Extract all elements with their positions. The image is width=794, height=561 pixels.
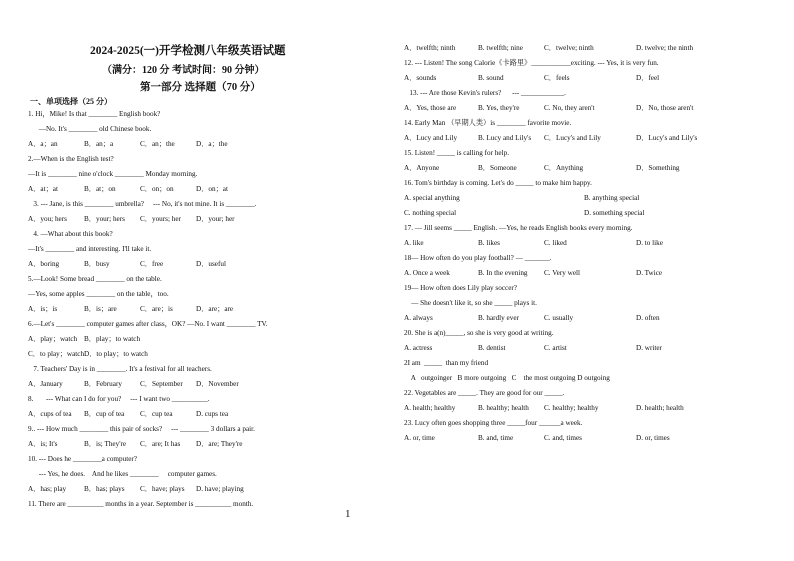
question-text: 4. —What about this book?: [28, 230, 113, 238]
answer-option: A．boring: [28, 260, 60, 268]
answer-option: A．has; play: [28, 485, 67, 493]
question-text: 18— How often do you play football? — _______.: [404, 254, 552, 262]
answer-option: A．sounds: [404, 74, 437, 82]
page-number: 1: [345, 508, 351, 520]
question-text: — She doesn't like it, so she _____ plays it.: [404, 299, 537, 307]
answer-option: A．a；an: [28, 140, 58, 148]
question-text: 10. --- Does he ________a computer?: [28, 455, 137, 463]
question-subline: —It is ________ nine o'clock ________ Monday morning.: [28, 170, 198, 178]
answer-option: B．Someone: [478, 164, 517, 172]
answer-option: C．September: [140, 380, 183, 388]
answer-option: C. and, times: [544, 434, 582, 442]
question-text: 15. Listen! _____ is calling for help.: [404, 149, 509, 157]
question-text: 2.—When is the English test?: [28, 155, 114, 163]
answer-option: A．you; hers: [28, 215, 67, 223]
answer-option: D．your; her: [196, 215, 235, 223]
answer-option: D. health; health: [636, 404, 684, 412]
answer-option: C．to play；watch: [28, 350, 85, 358]
answer-option: A. Once a week: [404, 269, 450, 277]
question-text: 3. --- Jane, is this ________ umbrella? --- No, it's not mine. It is ________.: [28, 200, 257, 208]
score-time-line: （满分：120 分 考试时间：90 分钟）: [102, 65, 265, 76]
answer-option: B. sound: [478, 74, 504, 82]
answer-option: D．useful: [196, 260, 226, 268]
answer-option: C. Very well: [544, 269, 580, 277]
question-subline: —Yes, some apples ________ on the table，too.: [28, 290, 169, 298]
answer-option: B．your; hers: [84, 215, 125, 223]
question-text: 11. There are __________ months in a year. September is __________ month.: [28, 500, 254, 508]
answer-option: B. and, time: [478, 434, 514, 442]
answer-option: C. artist: [544, 344, 567, 352]
answer-option: D. something special: [584, 209, 645, 217]
answer-option: C. healthy; healthy: [544, 404, 599, 412]
answer-option: C. usually: [544, 314, 574, 322]
answer-option: A．Yes, those are: [404, 104, 457, 112]
answer-option: C．twelve; ninth: [544, 44, 594, 52]
answer-option: A. always: [404, 314, 433, 322]
question-text: 7. Teachers' Day is in ________. It's a festival for all teachers.: [28, 365, 212, 373]
answer-option: B. hardly ever: [478, 314, 519, 322]
answer-option: C．are；is: [140, 305, 173, 313]
answer-option: C．have; plays: [140, 485, 185, 493]
answer-option: B. healthy; health: [478, 404, 529, 412]
answer-option: B．an；a: [84, 140, 114, 148]
answer-option: B. likes: [478, 239, 500, 247]
answer-option: C．on；on: [140, 185, 174, 193]
answer-option: D. Twice: [636, 269, 663, 277]
answer-option: D. often: [636, 314, 660, 322]
answer-option: C. liked: [544, 239, 567, 247]
answer-option: A．cups of tea: [28, 410, 72, 418]
answer-option: D．November: [196, 380, 239, 388]
answer-option: D．are; They're: [196, 440, 243, 448]
answer-option: B. Yes, they're: [478, 104, 520, 112]
question-text: 16. Tom's birthday is coming. Let's do _____ to make him happy.: [404, 179, 592, 187]
answer-option: C. No, they aren't: [544, 104, 595, 112]
answer-option: D．No, those aren't: [636, 104, 694, 112]
answer-option: A．play；watch: [28, 335, 78, 343]
answer-option: A．Anyone: [404, 164, 440, 172]
answer-option: D．a；the: [196, 140, 228, 148]
question-text: 1. Hi，Mike! Is that ________ English book?: [28, 110, 161, 118]
answer-option: C．cup tea: [140, 410, 173, 418]
answer-option: B．is；are: [84, 305, 117, 313]
answer-option: D．to play；to watch: [84, 350, 148, 358]
answer-option: A．January: [28, 380, 63, 388]
answer-option: C．are; It has: [140, 440, 181, 448]
answer-option: C．feels: [544, 74, 570, 82]
answer-option: D．on；at: [196, 185, 228, 193]
answer-option: B. Lucy and Lily's: [478, 134, 532, 142]
answer-option: B．has; plays: [84, 485, 125, 493]
answer-option: C．an；the: [140, 140, 175, 148]
answer-option: B. twelfth; nine: [478, 44, 523, 52]
answer-option: A. like: [404, 239, 424, 247]
section-heading: 一、单项选择（25 分）: [30, 97, 112, 106]
question-text: 8. --- What can I do for you? --- I want two __________.: [28, 395, 210, 403]
question-text: 2I am _____ than my friend: [404, 359, 489, 367]
question-text: 5.—Look! Some bread ________ on the table.: [28, 275, 162, 283]
question-subline: —No. It's ________ old Chinese book.: [28, 125, 152, 133]
answer-option: B．play；to watch: [84, 335, 141, 343]
answer-option: C．yours; her: [140, 215, 181, 223]
question-text: 20. She is a(n)_____, so she is very good at writing.: [404, 329, 554, 337]
question-text: 23. Lucy often goes shopping three _____four ______a week.: [404, 419, 583, 427]
answer-option: B．at；on: [84, 185, 116, 193]
answer-option: B. In the evening: [478, 269, 528, 277]
answer-option: C. nothing special: [404, 209, 457, 217]
answer-option: A．twelfth; ninth: [404, 44, 456, 52]
answer-option: C．Anything: [544, 164, 584, 172]
answer-option: D．are；are: [196, 305, 234, 313]
part-heading: 第一部分 选择题（70 分）: [140, 82, 261, 93]
question-text: 22. Vegetables are _____. They are good for our _____.: [404, 389, 565, 397]
answer-option: D. writer: [636, 344, 662, 352]
answer-option: D. cups tea: [196, 410, 229, 418]
answer-option: A．Lucy and Lily: [404, 134, 458, 142]
answer-option: A. actress: [404, 344, 433, 352]
answer-option: A. special anything: [404, 194, 460, 202]
answer-option: B．busy: [84, 260, 110, 268]
exam-title: 2024-2025(一)开学检测八年级英语试题: [90, 45, 286, 57]
answer-option: A．is; It's: [28, 440, 58, 448]
question-text: 17. — Jill seems _____ English. —Yes, he reads English books every morning.: [404, 224, 633, 232]
question-text: 9.. --- How much ________ this pair of socks? --- ________ 3 dollars a pair.: [28, 425, 255, 433]
answer-option: B. anything special: [584, 194, 640, 202]
question-text: 13. --- Are those Kevin's rulers? --- ____________.: [404, 89, 566, 97]
answer-option: A. health; healthy: [404, 404, 456, 412]
question-text: 19— How often does Lily play soccer?: [404, 284, 517, 292]
answer-option: A．at；at: [28, 185, 58, 193]
answer-option: D．feel: [636, 74, 660, 82]
answer-option: D．Lucy's and Lily's: [636, 134, 698, 142]
answer-option: B．cup of tea: [84, 410, 125, 418]
question-text: A outgoinger B more outgoing C the most outgoing D outgoing: [404, 374, 610, 382]
answer-option: B．is; They're: [84, 440, 127, 448]
answer-option: D. to like: [636, 239, 663, 247]
question-text: 14. Early Man （早期人类）is ________ favorite movie.: [404, 119, 572, 127]
answer-option: D. have; playing: [196, 485, 244, 493]
question-text: 12. --- Listen! The song Calorie《卡路里》___________exciting. --- Yes, it is very fun.: [404, 59, 659, 67]
answer-option: A. or, time: [404, 434, 435, 442]
answer-option: C．free: [140, 260, 164, 268]
question-text: 6.—Let's ________ computer games after class，OK? —No. I want ________ TV.: [28, 320, 268, 328]
question-subline: —It's ________ and interesting. I'll take it.: [28, 245, 152, 253]
answer-option: D．Something: [636, 164, 680, 172]
answer-option: D. or, times: [636, 434, 670, 442]
answer-option: D. twelve; the ninth: [636, 44, 694, 52]
question-subline: --- Yes, he does. And he likes ________ computer games.: [28, 470, 217, 478]
answer-option: C．Lucy's and Lily: [544, 134, 601, 142]
answer-option: B. dentist: [478, 344, 506, 352]
answer-option: A．is；is: [28, 305, 58, 313]
answer-option: B．February: [84, 380, 122, 388]
